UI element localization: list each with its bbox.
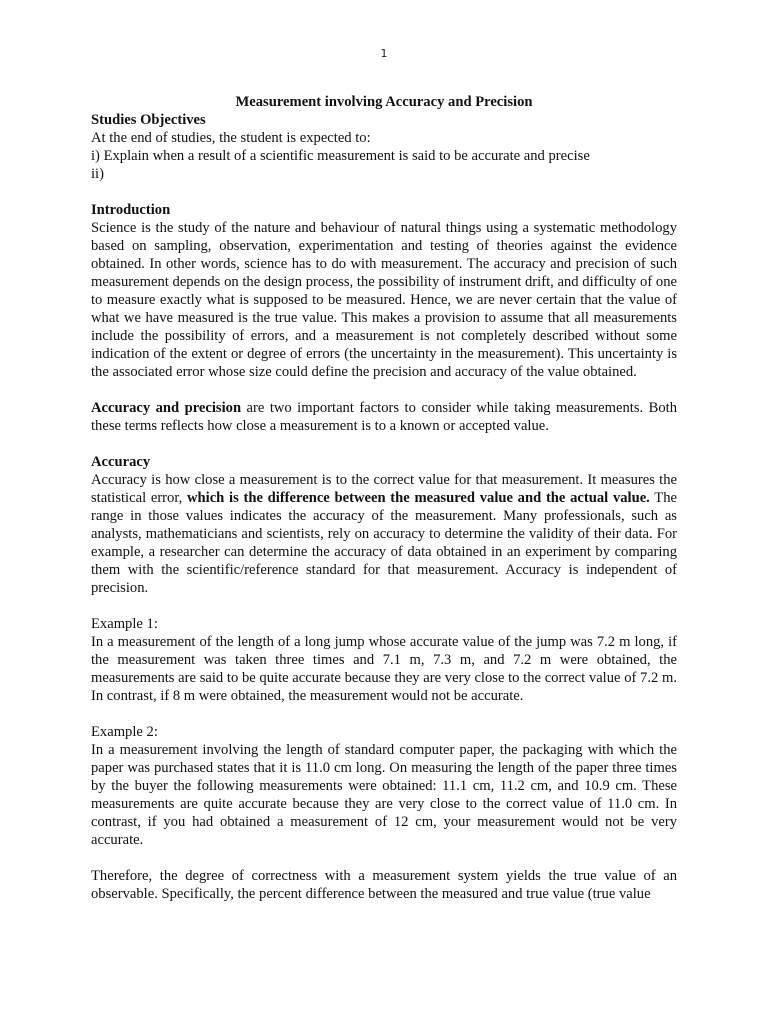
accuracy-text-1: Accuracy is how close a measurement is to the correct value for that measurement. It measures the statistical error,	[91, 472, 677, 506]
accuracy-precision-text: are two important factors to consider while taking measurements. Both these terms reflects how close a measurement is to a known or accepted value.	[91, 400, 677, 434]
objectives-intro: At the end of studies, the student is expected to:	[91, 130, 371, 146]
spacer	[91, 435, 677, 453]
conclusion-paragraph: Therefore, the degree of correctness with a measurement system yields the true value of an observable. Specifically, the percent difference between the measured and true value (true value	[91, 868, 677, 902]
example-2-label: Example 2:	[91, 724, 158, 740]
accuracy-heading: Accuracy	[91, 454, 151, 470]
example-1-label: Example 1:	[91, 616, 158, 632]
spacer	[91, 705, 677, 723]
objectives-heading: Studies Objectives	[91, 112, 206, 128]
objective-item-1: i) Explain when a result of a scientific measurement is said to be accurate and precise	[91, 148, 590, 164]
spacer	[91, 381, 677, 399]
introduction-heading: Introduction	[91, 202, 171, 218]
document-body	[91, 93, 677, 903]
accuracy-paragraph	[91, 471, 677, 597]
accuracy-bold-definition: which is the difference between the measured value and the actual value.	[186, 490, 650, 506]
example-1-paragraph: In a measurement of the length of a long jump whose accurate value of the jump was 7.2 m long, if the measurement was taken three times and 7.1 m, 7.3 m, and 7.2 m were obtained, the measurements are said to be quite accurate because they are very close to the correct value of 7.2 m. In contrast, if 8 m were obtained, the measurement would not be accurate.	[91, 634, 677, 704]
objective-item-2: ii)	[91, 166, 104, 182]
accuracy-precision-paragraph	[91, 399, 677, 435]
spacer	[91, 849, 677, 867]
spacer	[91, 183, 677, 201]
document-title: Measurement involving Accuracy and Precision	[235, 94, 533, 110]
accuracy-precision-bold: Accuracy and precision	[91, 400, 242, 416]
page-number: 1	[380, 47, 388, 60]
spacer	[91, 597, 677, 615]
introduction-paragraph: Science is the study of the nature and behaviour of natural things using a systematic methodology based on sampling, observation, experimentation and testing of theories against the evidence obtained. In other words, science has to do with measurement. The accuracy and precision of such measurement depends on the design process, the possibility of instrument drift, and difficulty of one to measure exactly what is supposed to be measured. Hence, we are never certain that the value of what we have measured is the true value. This makes a provision to assume that all measurements include the possibility of errors, and a measurement is not completely described without some indication of the extent or degree of errors (the uncertainty in the measurement). This uncertainty is the associated error whose size could define the precision and accuracy of the value obtained.	[91, 220, 677, 380]
accuracy-text-2: The range in those values indicates the accuracy of the measurement. Many professionals, such as analysts, mathematicians and scientists, rely on accuracy to determine the validity of their data. For example, a researcher can determine the accuracy of data obtained in an experiment by comparing them with the scientific/reference standard for that measurement. Accuracy is independent of precision.	[91, 490, 677, 596]
example-2-paragraph: In a measurement involving the length of standard computer paper, the packaging with which the paper was purchased states that it is 11.0 cm long. On measuring the length of the paper three times by the buyer the following measurements were obtained: 11.1 cm, 11.2 cm, and 10.9 cm. These measurements are quite accurate because they are very close to the correct value of 11.0 cm. In contrast, if you had obtained a measurement of 12 cm, your measurement would not be very accurate.	[91, 742, 677, 848]
